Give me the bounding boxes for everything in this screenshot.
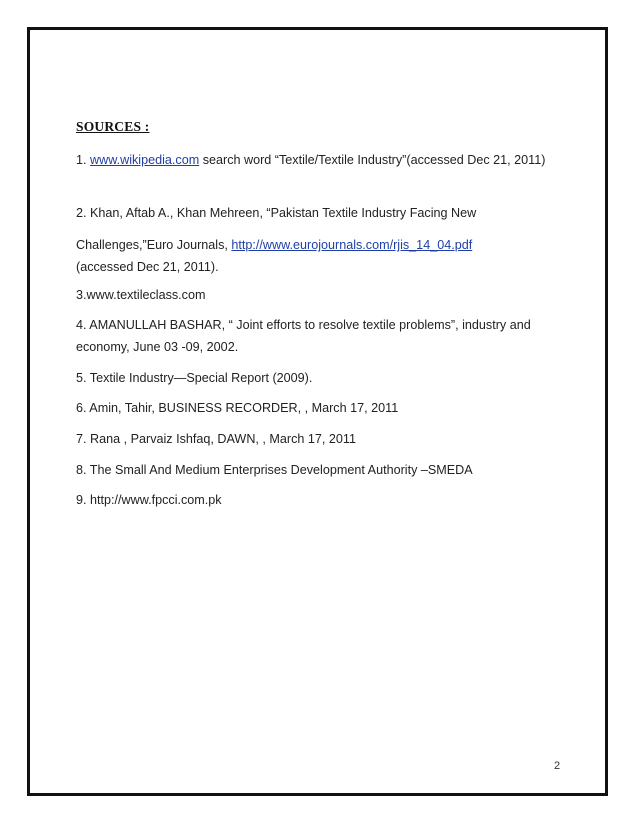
source-item-9: 9. http://www.fpcci.com.pk <box>76 493 222 507</box>
source-2-line-2 <box>76 234 566 256</box>
sources-heading: SOURCES : <box>76 119 150 134</box>
source-item-5: 5. Textile Industry—Special Report (2009). <box>76 371 313 385</box>
source-1-text: search word “Textile/Textile Industry”(accessed Dec 21, 2011) <box>199 153 546 167</box>
source-item-8: 8. The Small And Medium Enterprises Development Authority –SMEDA <box>76 463 473 477</box>
source-2-line-3: (accessed Dec 21, 2011). <box>76 260 219 274</box>
source-2-journal: Challenges,”Euro Journals, <box>76 238 232 252</box>
source-item-1 <box>76 149 566 171</box>
source-item-6: 6. Amin, Tahir, BUSINESS RECORDER, , March 17, 2011 <box>76 401 399 415</box>
wikipedia-link[interactable]: www.wikipedia.com <box>90 153 200 167</box>
page-number: 2 <box>554 760 561 772</box>
eurojournals-link[interactable]: http://www.eurojournals.com/rjis_14_04.pdf <box>231 238 473 252</box>
source-item-3: 3.www.textileclass.com <box>76 288 206 302</box>
source-2-line-1: 2. Khan, Aftab A., Khan Mehreen, “Pakistan Textile Industry Facing New <box>76 206 477 220</box>
source-item-7: 7. Rana , Parvaiz Ishfaq, DAWN, , March 17, 2011 <box>76 432 356 446</box>
source-1-number: 1. <box>76 153 91 167</box>
source-item-4: 4. AMANULLAH BASHAR, “ Joint efforts to resolve textile problems”, industry and economy, June 03 -09, 2002. <box>76 318 531 354</box>
source-item-2 <box>76 202 566 278</box>
